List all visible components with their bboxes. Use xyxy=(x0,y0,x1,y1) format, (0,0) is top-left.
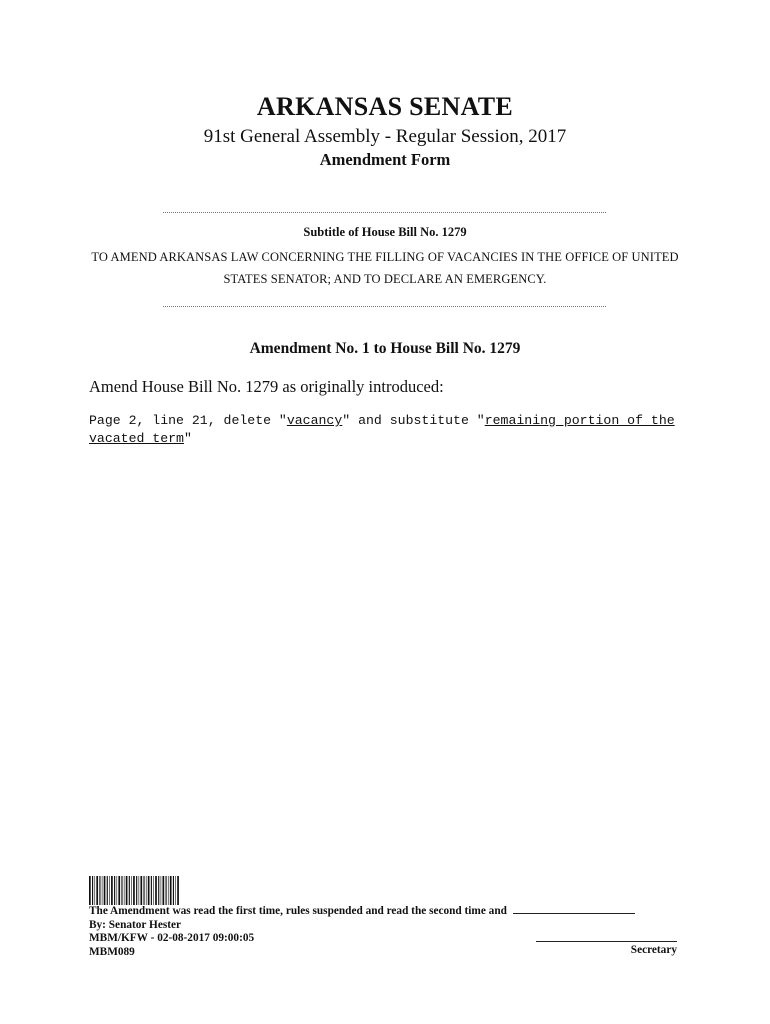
page-title: ARKANSAS SENATE xyxy=(256,92,514,121)
amendment-prefix: Page 2, line 21, delete " xyxy=(89,413,287,428)
reading-date-blank xyxy=(513,913,635,914)
secretary-label: Secretary xyxy=(630,944,677,956)
amendment-body-line-1 xyxy=(89,412,689,430)
amendment-suffix: " xyxy=(183,431,192,446)
amendment-middle: " and substitute " xyxy=(342,413,485,428)
barcode-icon xyxy=(89,876,179,905)
subtitle-heading: Subtitle of House Bill No. 1279 xyxy=(303,225,467,239)
divider-bottom xyxy=(163,306,606,307)
subtitle-text xyxy=(75,246,695,290)
substitute-text-2: vacated term xyxy=(89,431,184,446)
amendment-body-line-2 xyxy=(89,430,689,448)
amendment-body xyxy=(89,412,689,448)
sponsor: By: Senator Hester xyxy=(89,918,182,931)
session-line: 91st General Assembly - Regular Session, 2017 xyxy=(203,126,567,147)
document-code: MBM089 xyxy=(89,945,135,958)
form-name: Amendment Form xyxy=(319,150,451,169)
divider-top xyxy=(163,212,606,213)
reading-note: The Amendment was read the first time, rules suspended and read the second time and xyxy=(89,905,507,917)
reading-note-line xyxy=(89,905,689,919)
subtitle-line-2: STATES SENATOR; AND TO DECLARE AN EMERGENCY. xyxy=(223,272,547,286)
subtitle-line-1: TO AMEND ARKANSAS LAW CONCERNING THE FILLING OF VACANCIES IN THE OFFICE OF UNITED xyxy=(91,250,679,264)
signature-line xyxy=(536,941,677,942)
substitute-text-1: remaining portion of the xyxy=(484,413,675,428)
drafter-stamp: MBM/KFW - 02-08-2017 09:00:05 xyxy=(89,932,255,944)
amendment-heading: Amendment No. 1 to House Bill No. 1279 xyxy=(249,340,521,357)
deleted-text: vacancy xyxy=(286,413,343,428)
amendment-intro: Amend House Bill No. 1279 as originally introduced: xyxy=(89,377,444,396)
